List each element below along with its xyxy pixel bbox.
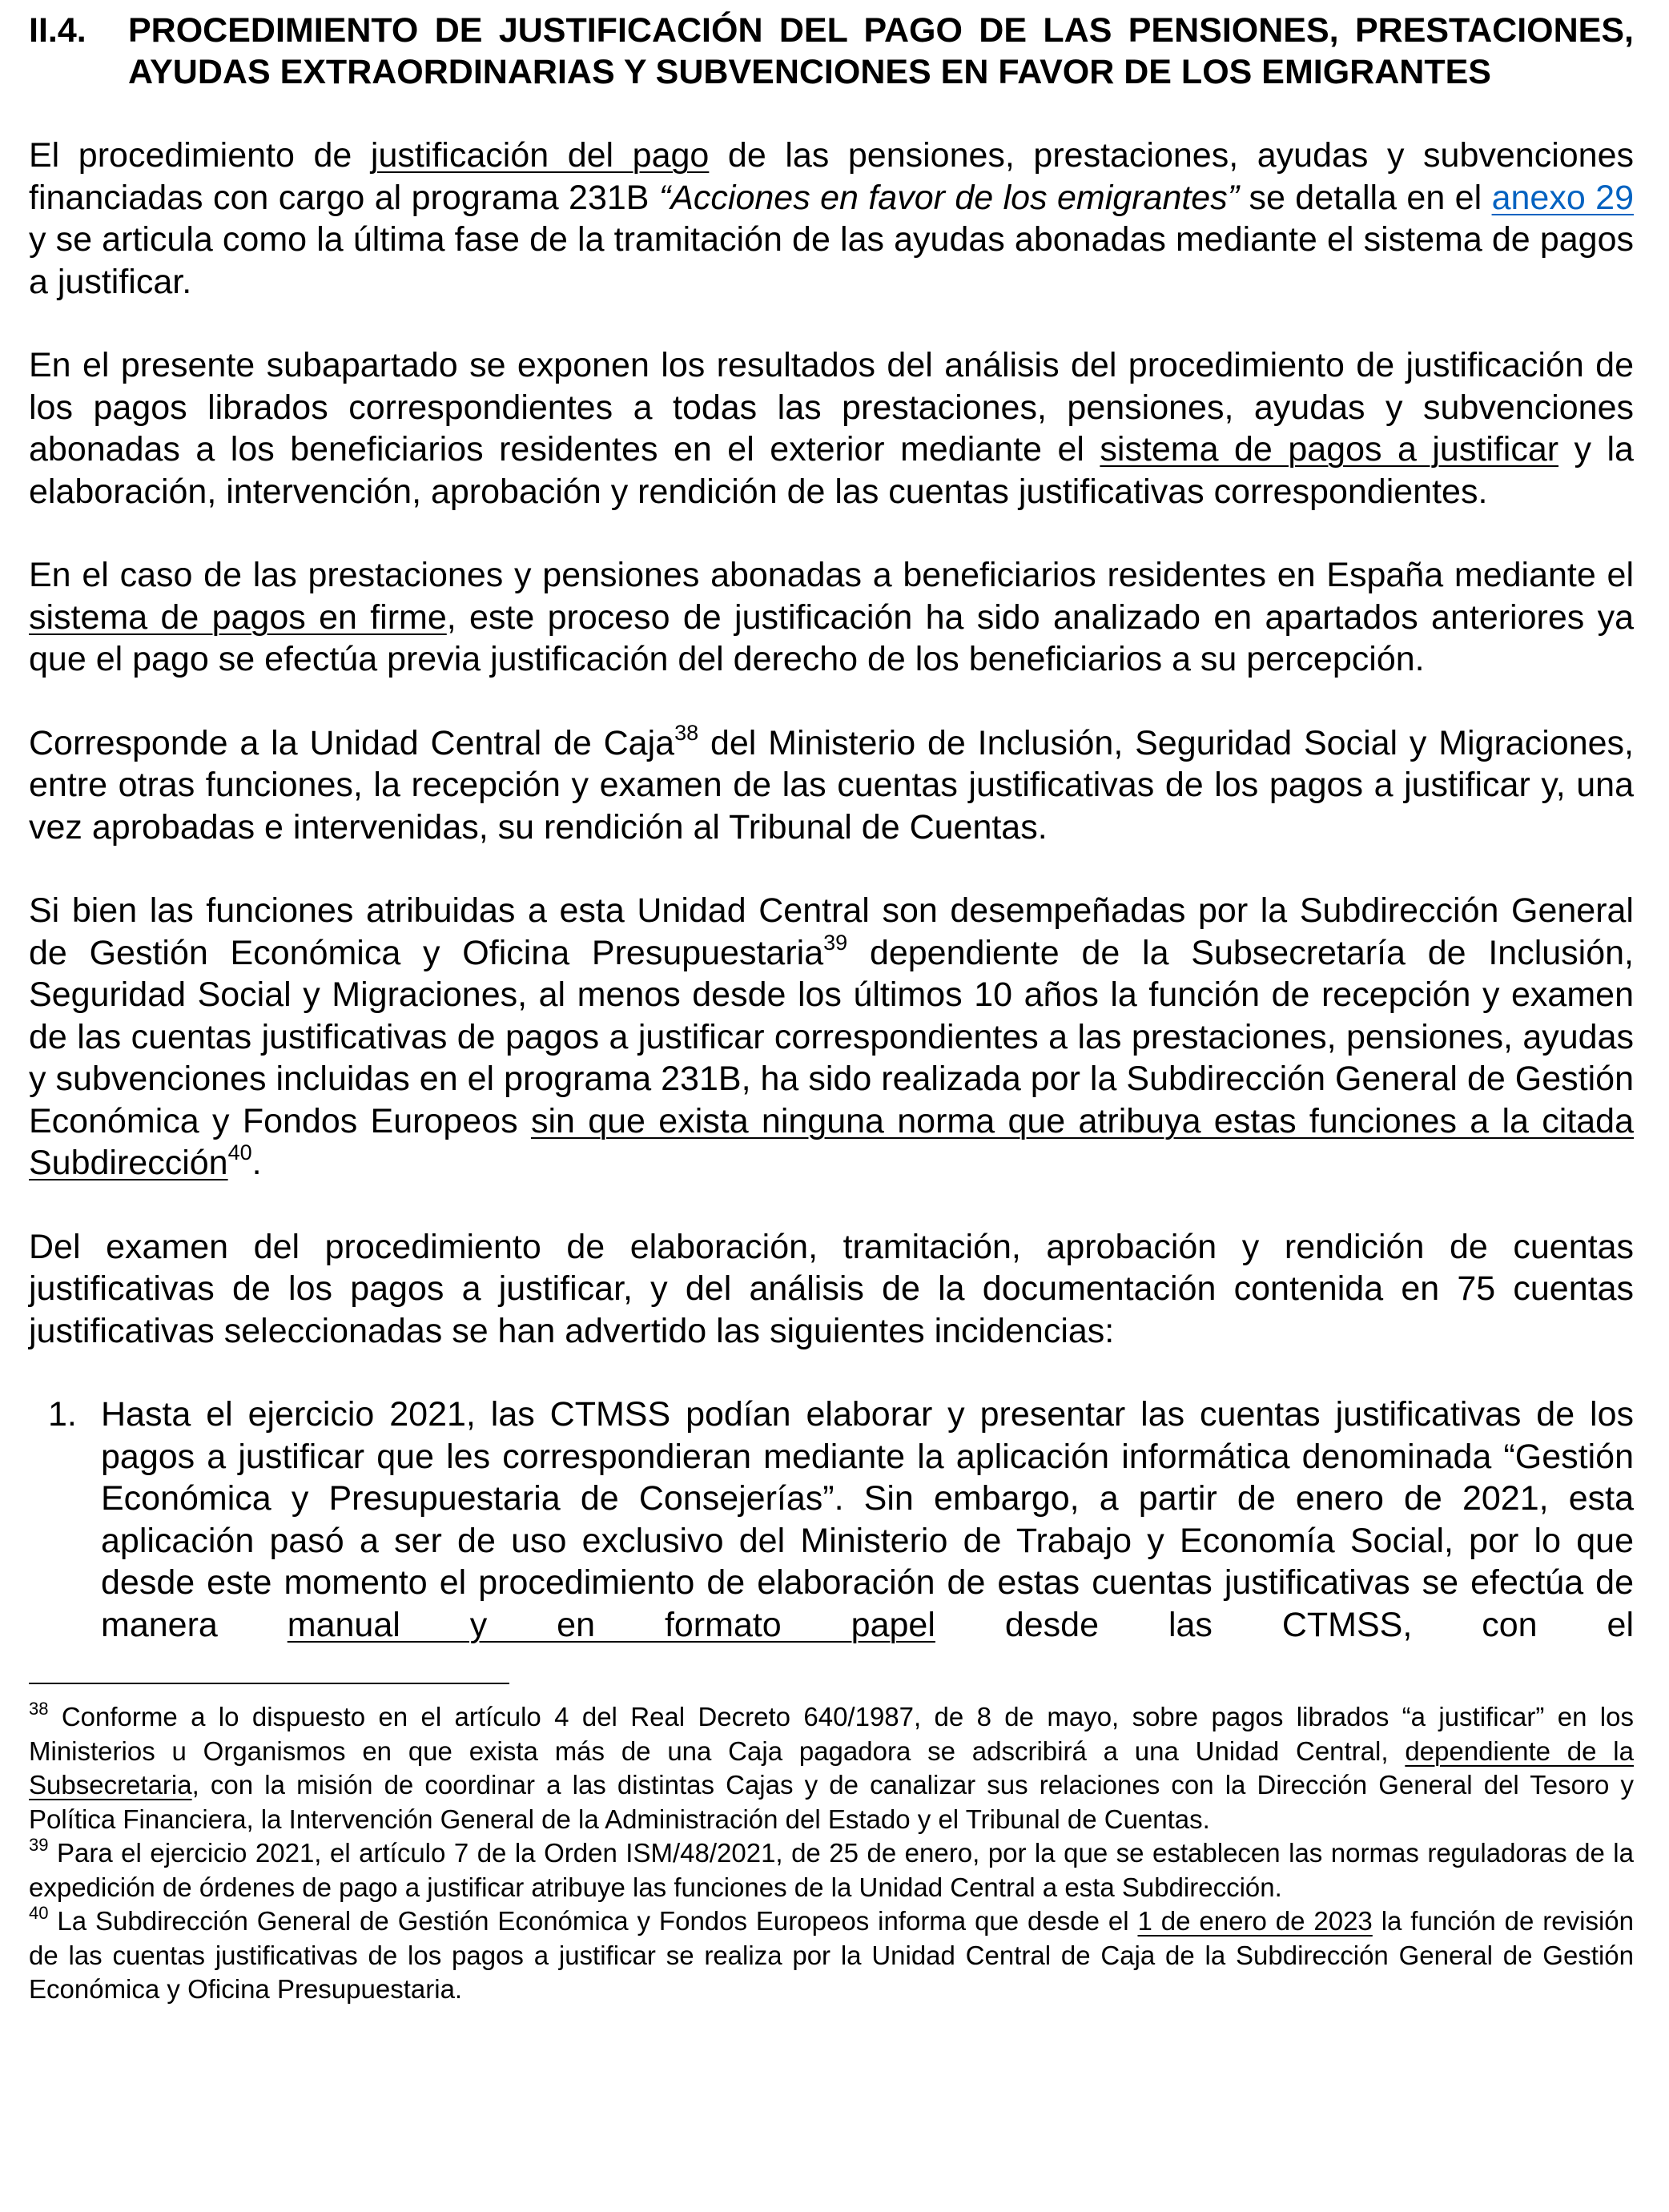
document-page bbox=[29, 10, 1634, 2007]
underlined-text: sistema de pagos en firme bbox=[29, 597, 447, 637]
paragraph-2: En el presente subapartado se exponen los resultados del análisis del procedimiento de justificación de los pagos librados correspondientes a todas las prestaciones, pensiones, ayudas y subvenciones abonadas a los beneficiarios residentes en el exterior mediante el sistema de pagos a justificar y la elaboración, intervención, aprobación y rendición de las cuentas justificativas correspondientes. bbox=[29, 346, 1634, 511]
footnote-ref-38[interactable]: 38 bbox=[674, 720, 699, 745]
underlined-text: 1 de enero de 2023 bbox=[1137, 1906, 1373, 1936]
incidents-list bbox=[29, 1394, 1634, 1646]
list-item-text: Hasta el ejercicio 2021, las CTMSS podían elaborar y presentar las cuentas justificativas de los pagos a justificar que les correspondieran mediante la aplicación informática denominada “Gestión Económica y Presupuestaria de Consejerías”. Sin embargo, a partir de enero de 2021, esta aplicación pasó a ser de uso exclusivo del Ministerio de Trabajo y Economía Social, por lo que desde este momento el procedimiento de elaboración de estas cuentas justificativas se efectúa de manera manual y en formato papel desde las CTMSS, con el bbox=[101, 1395, 1634, 1644]
underlined-text: sin que exista ninguna norma que atribuya estas funciones a la citada Subdirección bbox=[29, 1101, 1635, 1182]
footnote-ref-39[interactable]: 39 bbox=[823, 930, 848, 955]
section-title: PROCEDIMIENTO DE JUSTIFICACIÓN DEL PAGO DE LAS PENSIONES, PRESTACIONES, AYUDAS EXTRAORDINARIAS Y SUBVENCIONES EN FAVOR DE LOS EMIGRANTES bbox=[128, 11, 1634, 91]
paragraph-3: En el caso de las prestaciones y pensiones abonadas a beneficiarios residentes en España mediante el sistema de pagos en firme, este proceso de justificación ha sido analizado en apartados anteriores ya que el pago se efectúa previa justificación del derecho de los beneficiarios a su percepción. bbox=[29, 556, 1634, 678]
program-name: “Acciones en favor de los emigrantes” bbox=[658, 178, 1240, 217]
footnote-separator bbox=[29, 1683, 509, 1684]
list-item bbox=[29, 1394, 1634, 1646]
underlined-text: manual y en formato papel bbox=[287, 1605, 935, 1644]
underlined-text: sistema de pagos a justificar bbox=[1100, 430, 1559, 469]
footnote-40: $^{40}$ La Subdirección General de Gestión Económica y Fondos Europeos informa que desde el 1 de enero de 2023 la función de revisión de las cuentas justificativas de los pagos a justificar se realiza por la Unidad Central de Caja de la Subdirección General de Gestión Económica y Oficina Presupuestaria. bbox=[29, 1903, 1634, 2004]
paragraph-4: Corresponde a la Unidad Central de Caja$^{38}$ del Ministerio de Inclusión, Seguridad Social y Migraciones, entre otras funciones, la recepción y examen de las cuentas justificativas de los pagos a justificar y, una vez aprobadas e intervenidas, su rendición al Tribunal de Cuentas. bbox=[29, 720, 1634, 847]
footnote-number: 40 bbox=[29, 1903, 49, 1923]
footnote-number: 39 bbox=[29, 1835, 49, 1855]
underlined-text: justificación del pago bbox=[370, 136, 710, 175]
paragraph-6: Del examen del procedimiento de elaboración, tramitación, aprobación y rendición de cuentas justificativas de los pagos a justificar, y del análisis de la documentación contenida en 75 cuentas justificativas seleccionadas se han advertido las siguientes incidencias: bbox=[29, 1227, 1634, 1350]
footnote-number: 38 bbox=[29, 1699, 49, 1719]
section-number: II.4. bbox=[29, 11, 86, 50]
footnote-39: $^{39}$ Para el ejercicio 2021, el artículo 7 de la Orden ISM/48/2021, de 25 de enero, por la que se establecen las normas reguladoras de la expedición de órdenes de pago a justificar atribuye las funciones de la Unidad Central a esta Subdirección. bbox=[29, 1835, 1634, 1902]
section-heading bbox=[29, 10, 1634, 93]
paragraph-5: Si bien las funciones atribuidas a esta Unidad Central son desempeñadas por la Subdirección General de Gestión Económica y Oficina Presupuestaria$^{39}$ dependiente de la Subsecretaría de Inclusión, Seguridad Social y Migraciones, al menos desde los últimos 10 años la función de recepción y examen de las cuentas justificativas de pagos a justificar correspondientes a las prestaciones, pensiones, ayudas y subvenciones incluidas en el programa 231B, ha sido realizada por la Subdirección General de Gestión Económica y Fondos Europeos sin que exista ninguna norma que atribuya estas funciones a la citada Subdirección$^{40}$. bbox=[29, 891, 1635, 1182]
underlined-text: dependiente de la Subsecretaria bbox=[29, 1735, 1634, 1800]
annex-29-link[interactable]: anexo 29 bbox=[1491, 178, 1634, 217]
paragraph-1: El procedimiento de justificación del pago de las pensiones, prestaciones, ayudas y subvenciones financiadas con cargo al programa 231B “Acciones en favor de los emigrantes” se detalla en el anexo 29 y se articula como la última fase de la tramitación de las ayudas abonadas mediante el sistema de pagos a justificar. bbox=[29, 136, 1635, 301]
footnote-ref-40[interactable]: 40 bbox=[227, 1140, 252, 1164]
footnote-38: $^{38}$ Conforme a lo dispuesto en el artículo 4 del Real Decreto 640/1987, de 8 de mayo, sobre pagos librados “a justificar” en los Ministerios u Organismos en que exista más de una Caja pagadora se adscribirá a una Unidad Central, dependiente de la Subsecretaria, con la misión de coordinar a las distintas Cajas y de canalizar sus relaciones con la Dirección General del Tesoro y Política Financiera, la Intervención General de la Administración del Estado y el Tribunal de Cuentas. bbox=[29, 1699, 1634, 1834]
list-item-number: 1. bbox=[48, 1395, 77, 1434]
